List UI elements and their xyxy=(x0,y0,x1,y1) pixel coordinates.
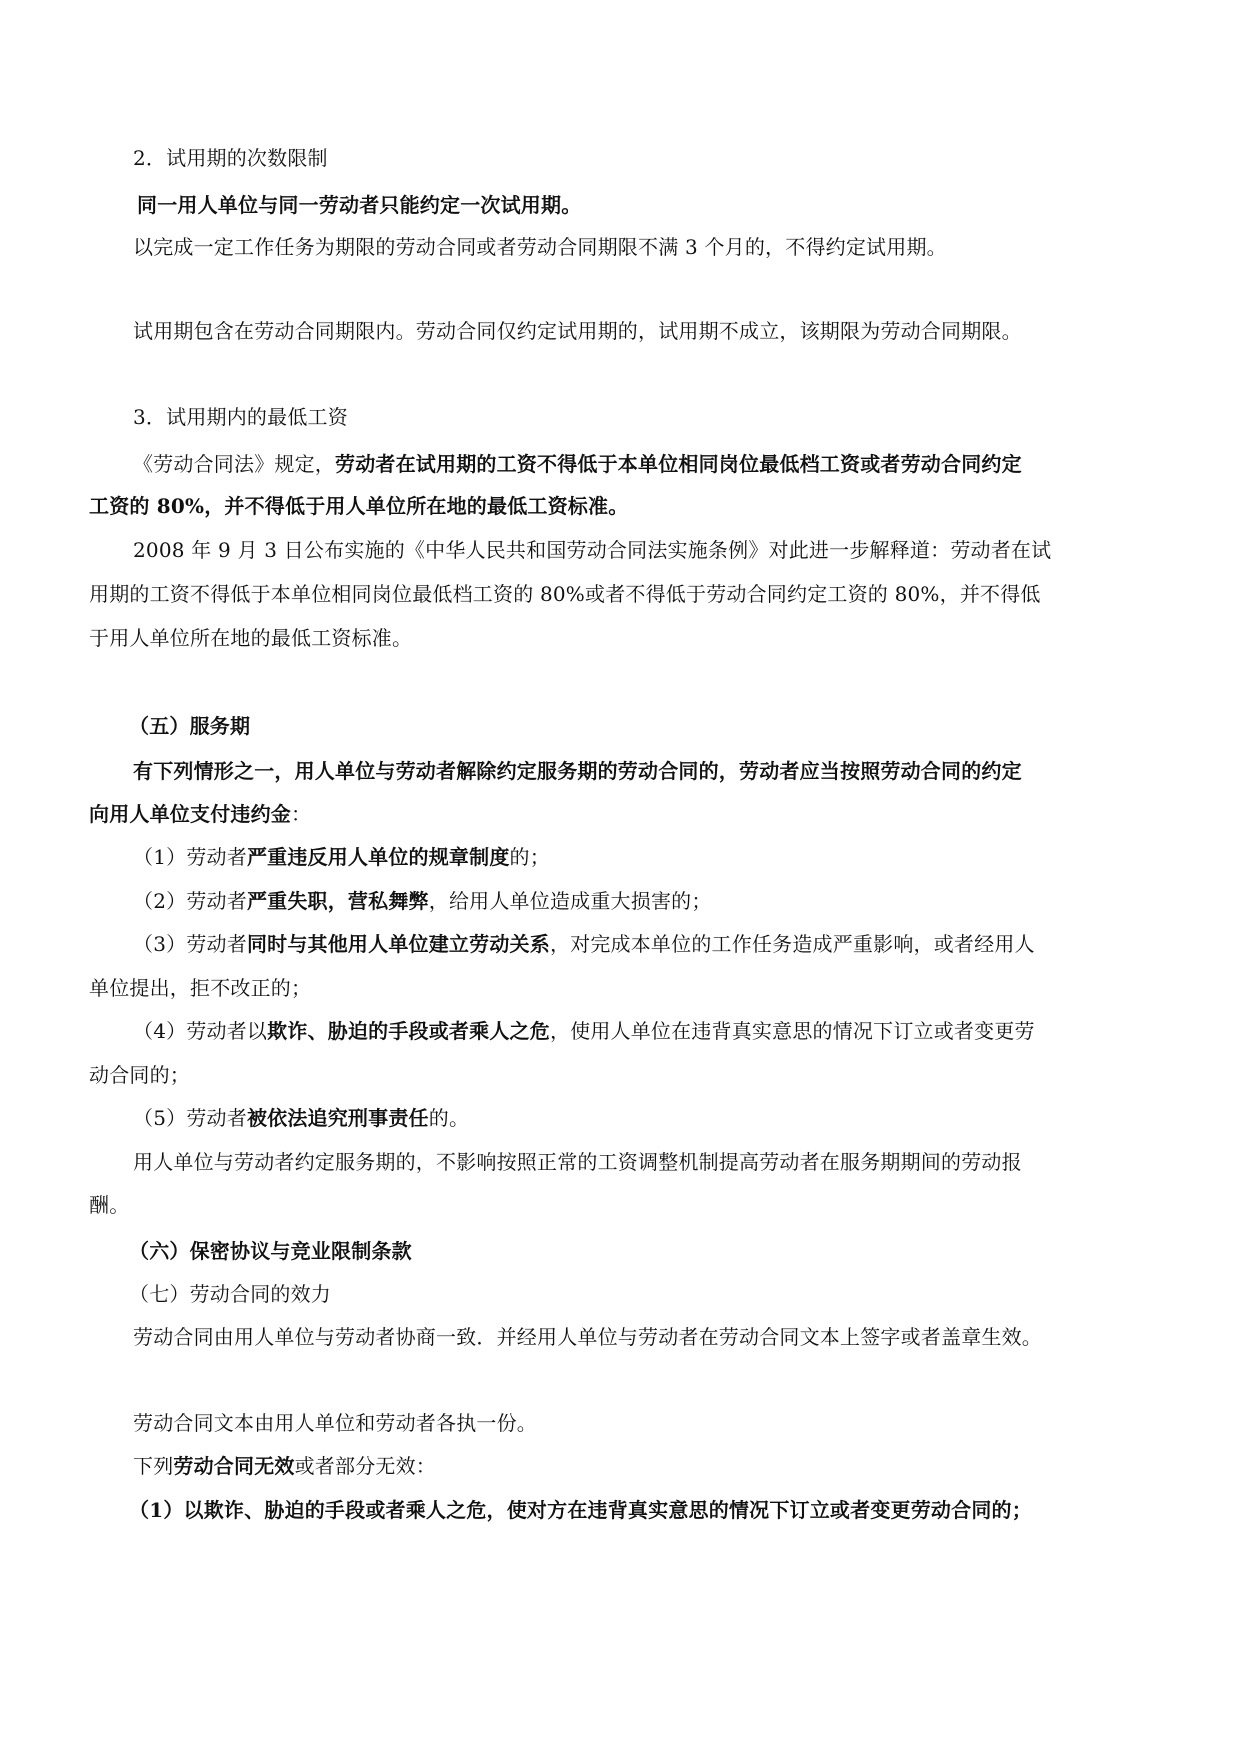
paragraph-text: 用人单位与劳动者约定服务期的，不影响按照正常的工资调整机制提高劳动者在服务期期间的劳动报 xyxy=(133,1150,1022,1174)
item-prefix: （3）劳动者 xyxy=(133,932,247,956)
item-suffix: ，使用人单位在违背真实意思的情况下订立或者变更劳 xyxy=(549,1019,1035,1043)
paragraph-text: 或者部分无效： xyxy=(294,1454,437,1478)
bold-text: 欺诈、胁迫的手段或者乘人之危 xyxy=(267,1019,550,1043)
bold-text: 严重违反用人单位的规章制度 xyxy=(246,845,510,869)
bold-text: 有下列情形之一，用人单位与劳动者解除约定服务期的劳动合同的，劳动者应当按照劳动合同的约定 xyxy=(133,759,1022,783)
item-prefix: （5）劳动者 xyxy=(133,1106,247,1130)
heading-text: 3．试用期内的最低工资 xyxy=(133,405,348,429)
paragraph-text: 下列 xyxy=(133,1454,174,1478)
item-suffix: ，给用人单位造成重大损害的； xyxy=(428,889,712,913)
item-prefix: （2）劳动者 xyxy=(133,889,247,913)
paragraph-text: 用期的工资不得低于本单位相同岗位最低档工资的 80%或者不得低于劳动合同约定工资的 80%，并不得低 xyxy=(89,582,1041,606)
paragraph-service-tail-line1 xyxy=(133,1147,1143,1177)
section-heading-confidentiality xyxy=(129,1236,1139,1266)
invalid-item-1 xyxy=(129,1495,1139,1525)
paragraph-text: 于用人单位所在地的最低工资标准。 xyxy=(89,626,413,650)
paragraph-service-tail-line2 xyxy=(89,1190,1099,1220)
paragraph-no-probation xyxy=(133,232,1143,262)
list-item-2 xyxy=(133,886,1143,916)
bold-text: 工资的 80%，并不得低于用人单位所在地的最低工资标准。 xyxy=(89,494,629,518)
paragraph-regulation-line2 xyxy=(89,579,1099,609)
paragraph-service-intro-line2 xyxy=(89,799,1099,829)
list-item-1 xyxy=(133,842,1143,872)
bold-text: 同一用人单位与同一劳动者只能约定一次试用期。 xyxy=(137,193,582,217)
paragraph-invalid-contracts xyxy=(133,1451,1143,1481)
list-item-3-line2 xyxy=(89,973,1099,1003)
paragraph-text: 劳动合同文本由用人单位和劳动者各执一份。 xyxy=(133,1411,537,1435)
bold-text: 劳动合同无效 xyxy=(173,1454,295,1478)
bold-text: 向用人单位支付违约金 xyxy=(89,802,291,826)
bold-text: 劳动者在试用期的工资不得低于本单位相同岗位最低档工资或者劳动合同约定 xyxy=(335,452,1022,476)
item-suffix: ，对完成本单位的工作任务造成严重影响，或者经用人 xyxy=(549,932,1035,956)
paragraph-probation-included xyxy=(133,316,1143,346)
bold-rule-one-probation xyxy=(137,190,1147,220)
paragraph-text: 动合同的； xyxy=(89,1063,190,1087)
section-heading-minimum-wage xyxy=(133,402,1143,432)
list-item-3-line1 xyxy=(133,929,1143,959)
bold-text: （1）以欺诈、胁迫的手段或者乘人之危，使对方在违背真实意思的情况下订立或者变更劳动合同的； xyxy=(129,1498,1032,1522)
heading-text: （七）劳动合同的效力 xyxy=(129,1282,331,1306)
bold-text: 严重失职，营私舞弊 xyxy=(246,889,429,913)
paragraph-text: 单位提出，拒不改正的； xyxy=(89,976,312,1000)
section-heading-contract-effect xyxy=(129,1279,1139,1309)
paragraph-text: 以完成一定工作任务为期限的劳动合同或者劳动合同期限不满 3 个月的，不得约定试用期。 xyxy=(133,235,947,259)
paragraph-text: 酬。 xyxy=(89,1193,130,1217)
section-heading-service-period xyxy=(129,711,1139,741)
paragraph-regulation-line1 xyxy=(133,535,1143,565)
paragraph-text: 《劳动合同法》规定， xyxy=(133,452,335,476)
paragraph-law-rule-line2 xyxy=(89,491,1099,521)
item-prefix: （4）劳动者以 xyxy=(133,1019,268,1043)
paragraph-contract-copies xyxy=(133,1408,1143,1438)
paragraph-text: 2008 年 9 月 3 日公布实施的《中华人民共和国劳动合同法实施条例》对此进一步解释道：劳动者在试 xyxy=(133,538,1052,562)
heading-text: 2．试用期的次数限制 xyxy=(133,146,328,170)
paragraph-text: ： xyxy=(291,802,312,826)
item-prefix: （1）劳动者 xyxy=(133,845,247,869)
item-suffix: 的； xyxy=(509,845,550,869)
paragraph-text: 试用期包含在劳动合同期限内。劳动合同仅约定试用期的，试用期不成立，该期限为劳动合同期限。 xyxy=(133,319,1022,343)
paragraph-law-rule-line1 xyxy=(133,449,1143,479)
heading-text: （五）服务期 xyxy=(129,714,251,738)
heading-text: （六）保密协议与竞业限制条款 xyxy=(129,1239,412,1263)
paragraph-text: 劳动合同由用人单位与劳动者协商一致．并经用人单位与劳动者在劳动合同文本上签字或者盖章生效。 xyxy=(133,1325,1042,1349)
bold-text: 同时与其他用人单位建立劳动关系 xyxy=(246,932,550,956)
bold-text: 被依法追究刑事责任 xyxy=(246,1106,429,1130)
section-heading-probation-count xyxy=(133,143,1143,173)
paragraph-contract-effective xyxy=(133,1322,1143,1352)
list-item-4-line1 xyxy=(133,1016,1143,1046)
list-item-5 xyxy=(133,1103,1143,1133)
paragraph-service-intro-line1 xyxy=(133,756,1143,786)
list-item-4-line2 xyxy=(89,1060,1099,1090)
paragraph-regulation-line3 xyxy=(89,623,1099,653)
item-suffix: 的。 xyxy=(428,1106,470,1130)
